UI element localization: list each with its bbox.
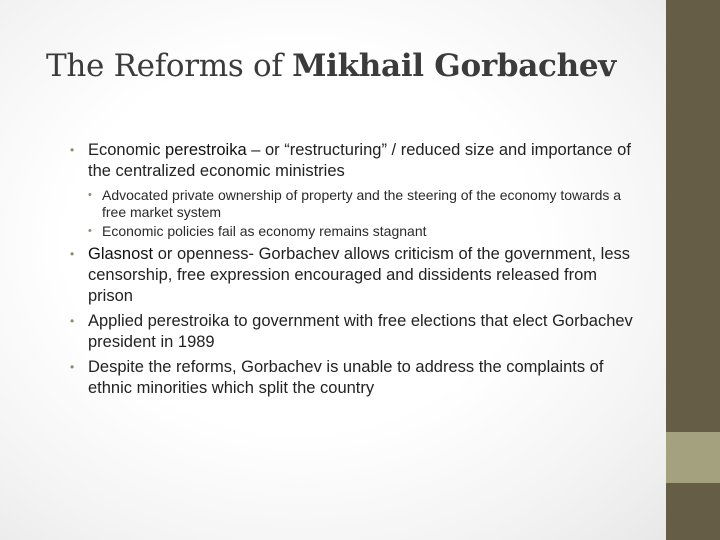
title-bold: Mikhail Gorbachev: [292, 48, 616, 84]
bullet-perestroika: [70, 140, 640, 240]
bullet-list: [70, 140, 640, 399]
sidebar-accent-block: [666, 432, 720, 483]
bullet-text-post: or openness- Gorbachev allows criticism of the government, less censorship, free expression encouraged and dissidents released from prison: [88, 245, 630, 305]
sub-bullet-private-ownership: • Advocated private ownership of property and the steering of the economy towards a free market system: [88, 187, 640, 221]
sub-bullet-list: [88, 187, 640, 240]
title-plain: The Reforms of: [46, 48, 293, 84]
bullet-ethnic-minorities: • Despite the reforms, Gorbachev is unable to address the complaints of ethnic minorities which split the country: [70, 357, 640, 399]
bullet-elections: • Applied perestroika to government with free elections that elect Gorbachev president in 1989: [70, 311, 640, 353]
bullet-emph-perestroika: perestroika: [165, 141, 247, 159]
bullet-text-post: – or “restructuring” / reduced size and importance of the centralized economic ministries: [88, 141, 631, 180]
sub-bullet-stagnant: • Economic policies fail as economy remains stagnant: [88, 223, 640, 240]
bullet-glasnost: [70, 244, 640, 307]
bullet-text-pre: Economic: [88, 141, 166, 159]
slide-content: [70, 140, 640, 403]
bullet-emph-glasnost: Glasnost: [88, 245, 154, 263]
slide-title: [46, 48, 656, 84]
